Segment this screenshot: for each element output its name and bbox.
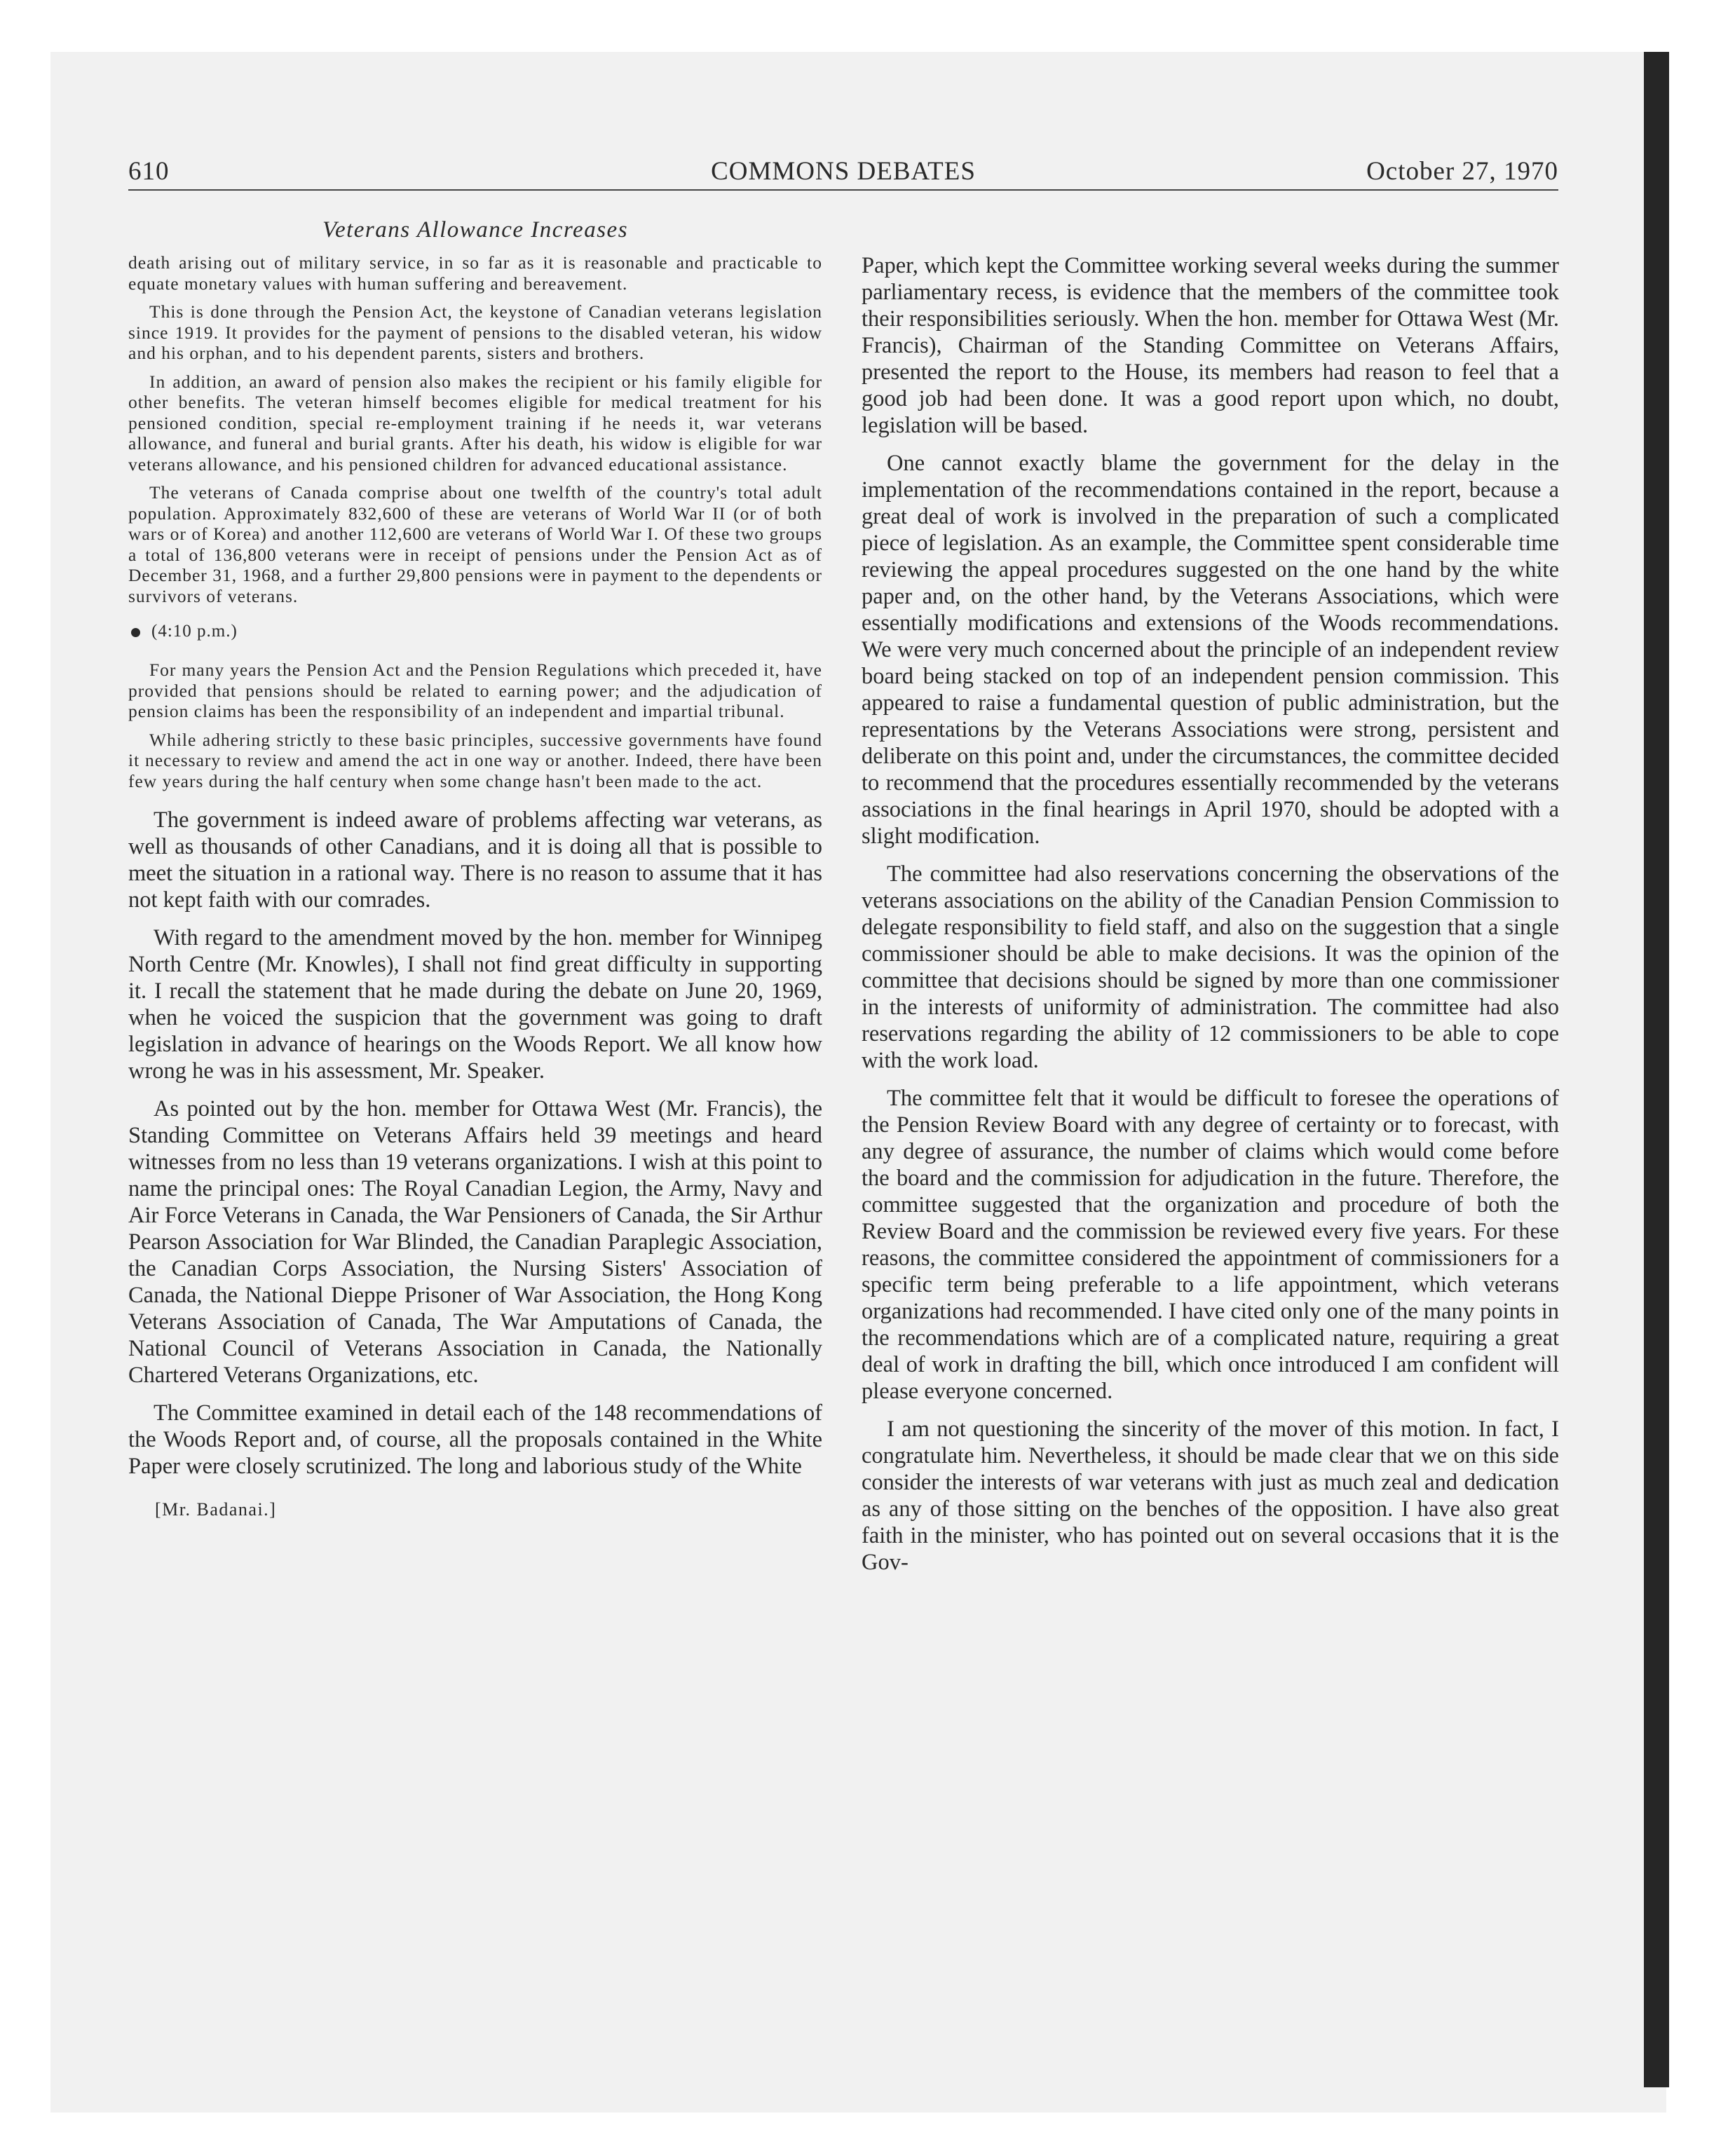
speech-paragraph: I am not questioning the sincerity of the mover of this motion. In fact, I congratulate him. Nevertheless, it should be made clear that we on this side consider the interests of war veterans with just as much zeal and dedication as any of those sitting on the benches of the opposition. I have also great faith in the minister, who has pointed out on several occasions that it is the Gov- xyxy=(862,1417,1559,1575)
timestamp-text: (4:10 p.m.) xyxy=(151,622,238,641)
speech-paragraph: The government is indeed aware of problems affecting war veterans, as well as thousands of other Canadians, and it is doing all that is possible to meet the situation in a rational way. There is no reason to assume that it has not kept faith with our comrades. xyxy=(128,807,822,913)
speech-text xyxy=(128,807,822,1480)
left-column xyxy=(128,252,822,1520)
speech-paragraph: One cannot exactly blame the government for the delay in the implementation of the recommendations contained in the report, because a great deal of work is involved in the preparation of such a complicated piece of legislation. As an example, the Committee spent considerable time reviewing the appeal procedures suggested on the one hand by the white paper and, on the other hand, by the Veterans Associations, which were essentially modifications and extensions of the Woods recommendations. We were very much concerned about the principle of an independent review board being stacked on top of an independent pension commission. This appeared to raise a fundamental question of public administration, but the representations by the Veterans Associations were strong, persistent and deliberate on this point and, under the circumstances, the committee decided to recommend that the procedures essentially recommended by the veterans associations in the final hearings in April 1970, should be adopted with a slight modification. xyxy=(862,451,1559,849)
quoted-passage xyxy=(128,252,822,606)
section-subheading: Veterans Allowance Increases xyxy=(322,217,629,243)
timestamp xyxy=(131,622,822,641)
speech-paragraph: The Committee examined in detail each of the 148 recommendations of the Woods Report and, of course, all the proposals contained in the White Paper were closely scrutinized. The long and laborious study of the White xyxy=(128,1400,822,1479)
speech-paragraph: The committee had also reservations concerning the observations of the veterans associations on the ability of the Canadian Pension Commission to delegate responsibility to field staff, and also on the suggestion that a single commissioner should be able to make decisions. It was the opinion of the committee that decisions should be signed by more than one commissioner in the interests of uniformity of administration. The committee had also reservations regarding the ability of 12 commissioners to be able to cope with the work load. xyxy=(862,861,1559,1073)
quote-paragraph: This is done through the Pension Act, the keystone of Canadian veterans legislation since 1919. It provides for the payment of pensions to the disabled veteran, his widow and his orphan, and to his dependent parents, sisters and brothers. xyxy=(128,301,822,363)
publication-date: October 27, 1970 xyxy=(1366,157,1558,186)
speech-paragraph: Paper, which kept the Committee working several weeks during the summer parliamentary recess, is evidence that the members of the committee took their responsibilities seriously. When the hon. member for Ottawa West (Mr. Francis), Chairman of the Standing Committee on Veterans Affairs, presented the report to the House, its members had reason to feel that a good job had been done. It was a good report upon which, no doubt, legislation will be based. xyxy=(862,253,1559,438)
bullet-icon xyxy=(131,628,140,637)
speech-paragraph: The committee felt that it would be difficult to foresee the operations of the Pension Review Board with any degree of certainty or to forecast, with any degree of assurance, the number of claims which would come before the board and the commission for adjudication in the future. Therefore, the committee suggested that the organization and procedure of both the Review Board and the commission be reviewed every five years. For these reasons, the committee considered the appointment of commissioners for a specific term being preferable to a life appointment, which veterans organizations had recommended. I have cited only one of the many points in the recommendations which are of a complicated nature, requiring a great deal of work in drafting the bill, which once introduced I am confident will please everyone concerned. xyxy=(862,1086,1559,1404)
quoted-passage-2 xyxy=(128,660,822,791)
quote-paragraph: death arising out of military service, in so far as it is reasonable and practicable to equate monetary values with human suffering and bereavement. xyxy=(128,252,822,294)
publication-title: COMMONS DEBATES xyxy=(711,157,976,186)
page-header xyxy=(128,156,1558,191)
speech-paragraph: As pointed out by the hon. member for Ottawa West (Mr. Francis), the Standing Committee on Veterans Affairs held 39 meetings and heard witnesses from no less than 19 veterans organizations. I wish at this point to name the principal ones: The Royal Canadian Legion, the Army, Navy and Air Force Veterans in Canada, the War Pensioners of Canada, the Sir Arthur Pearson Association for War Blinded, the Canadian Paraplegic Association, the Canadian Corps Association, the Nursing Sisters' Association of Canada, the National Dieppe Prisoner of War Association, the Hong Kong Veterans Association of Canada, The War Amputations of Canada, the National Council of Veterans Association in Canada, the Nationally Chartered Veterans Organizations, etc. xyxy=(128,1096,822,1388)
scan-edge-shadow xyxy=(1644,52,1669,2087)
speech-text xyxy=(862,252,1559,1576)
quote-paragraph: In addition, an award of pension also makes the recipient or his family eligible for other benefits. The veteran himself becomes eligible for medical treatment for his pensioned condition, special re-employment training if he needs it, war veterans allowance, and funeral and burial grants. After his death, his widow is eligible for war veterans allowance, and his pensioned children for advanced educational assistance. xyxy=(128,371,822,475)
right-column xyxy=(862,252,1559,1587)
speaker-note: [Mr. Badanai.] xyxy=(155,1499,277,1520)
quote-paragraph: The veterans of Canada comprise about one twelfth of the country's total adult population. Approximately 832,600 of these are veterans of World War II (or of both wars or of Korea) and another 112,600 are veterans of World War I. Of these two groups a total of 136,800 veterans were in receipt of pensions under the Pension Act as of December 31, 1968, and a further 29,800 pensions were in payment to the dependents or survivors of veterans. xyxy=(128,482,822,606)
speech-paragraph: With regard to the amendment moved by the hon. member for Winnipeg North Centre (Mr. Knowles), I shall not find great difficulty in supporting it. I recall the statement that he made during the debate on June 20, 1969, when he voiced the suspicion that the government was going to draft legislation in advance of hearings on the Woods Report. We all know how wrong he was in his assessment, Mr. Speaker. xyxy=(128,925,822,1084)
page-number: 610 xyxy=(128,157,170,186)
quote-paragraph: For many years the Pension Act and the Pension Regulations which preceded it, have provided that pensions should be related to earning power; and the adjudication of pension claims has been the responsibility of an independent and impartial tribunal. xyxy=(128,660,822,721)
quote-paragraph: While adhering strictly to these basic principles, successive governments have found it necessary to review and amend the act in one way or another. Indeed, there have been few years during the half century when some change hasn't been made to the act. xyxy=(128,729,822,791)
